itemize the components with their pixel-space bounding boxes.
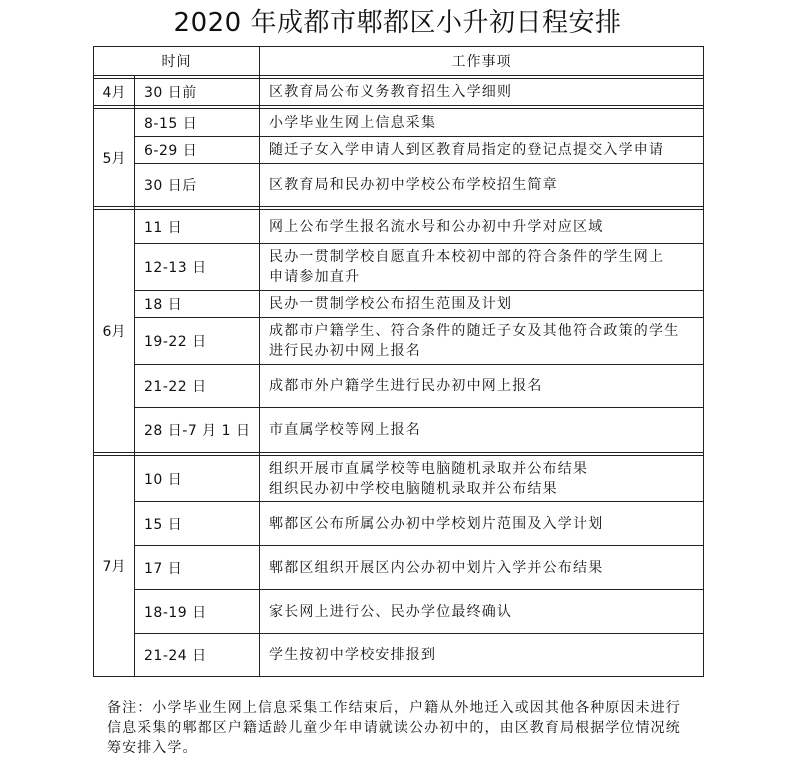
row-date: 30 日前 xyxy=(135,79,260,106)
row-task: 区教育局公布义务教育招生入学细则 xyxy=(260,79,704,106)
task-line: 组织民办初中学校电脑随机录取并公布结果 xyxy=(269,480,558,497)
footnote: 备注：小学毕业生网上信息采集工作结束后，户籍从外地迁入或因其他各种原因未进行信息采集的郫都区户籍适龄儿童少年申请就读公办初中的，由区教育局根据学位情况统筹安排入学。 xyxy=(107,700,681,756)
row-date: 10 日 xyxy=(135,456,260,502)
page-title: 2020 年成都市郫都区小升初日程安排 xyxy=(173,8,622,38)
row-date: 18-19 日 xyxy=(135,590,260,634)
month-april: 4月 xyxy=(94,79,135,106)
row-task: 郫都区公布所属公办初中学校划片范围及入学计划 xyxy=(260,502,704,546)
row-date: 15 日 xyxy=(135,502,260,546)
row-task: 民办一贯制学校公布招生范围及计划 xyxy=(260,291,704,318)
row-task: 网上公布学生报名流水号和公办初中升学对应区域 xyxy=(260,210,704,244)
task-line: 成都市户籍学生、符合条件的随迁子女及其他符合政策的学生 xyxy=(269,323,680,339)
table-row xyxy=(94,137,704,164)
row-date: 11 日 xyxy=(135,210,260,244)
schedule-table xyxy=(93,46,704,677)
row-task: 成都市外户籍学生进行民办初中网上报名 xyxy=(260,365,704,408)
row-task: 市直属学校等网上报名 xyxy=(260,408,704,453)
row-task: 郫都区组织开展区内公办初中划片入学并公布结果 xyxy=(260,546,704,590)
table-row xyxy=(94,408,704,453)
table-row xyxy=(94,590,704,634)
month-july: 7月 xyxy=(94,456,135,677)
row-task xyxy=(260,318,704,365)
table-row xyxy=(94,502,704,546)
task-line: 民办一贯制学校自愿直升本校初中部的符合条件的学生网上 xyxy=(269,249,665,265)
row-task: 区教育局和民办初中学校公布学校招生简章 xyxy=(260,164,704,207)
row-task: 家长网上进行公、民办学位最终确认 xyxy=(260,590,704,634)
table-row xyxy=(94,109,704,137)
table-row xyxy=(94,456,704,502)
row-date: 12-13 日 xyxy=(135,244,260,291)
table-row xyxy=(94,164,704,207)
row-task: 小学毕业生网上信息采集 xyxy=(260,109,704,137)
task-line: 进行民办初中网上报名 xyxy=(269,343,421,359)
row-date: 18 日 xyxy=(135,291,260,318)
table-row xyxy=(94,291,704,318)
row-date: 21-24 日 xyxy=(135,634,260,677)
task-line: 组织开展市直属学校等电脑随机录取并公布结果 xyxy=(269,460,589,477)
header-task: 工作事项 xyxy=(260,47,704,76)
table-row xyxy=(94,634,704,677)
task-line: 申请参加直升 xyxy=(269,269,361,285)
row-date: 30 日后 xyxy=(135,164,260,207)
table-row xyxy=(94,244,704,291)
row-date: 8-15 日 xyxy=(135,109,260,137)
row-date: 17 日 xyxy=(135,546,260,590)
table-row xyxy=(94,365,704,408)
table-row xyxy=(94,546,704,590)
table-row xyxy=(94,318,704,365)
row-date: 28 日-7 月 1 日 xyxy=(135,408,260,453)
header-time: 时间 xyxy=(94,47,260,76)
month-june: 6月 xyxy=(94,210,135,453)
row-task: 随迁子女入学申请人到区教育局指定的登记点提交入学申请 xyxy=(260,137,704,164)
table-row xyxy=(94,79,704,106)
row-date: 19-22 日 xyxy=(135,318,260,365)
table-header-row xyxy=(94,47,704,76)
table-row xyxy=(94,210,704,244)
row-task xyxy=(260,456,704,502)
row-task xyxy=(260,244,704,291)
row-date: 21-22 日 xyxy=(135,365,260,408)
month-may: 5月 xyxy=(94,109,135,207)
row-date: 6-29 日 xyxy=(135,137,260,164)
row-task: 学生按初中学校安排报到 xyxy=(260,634,704,677)
